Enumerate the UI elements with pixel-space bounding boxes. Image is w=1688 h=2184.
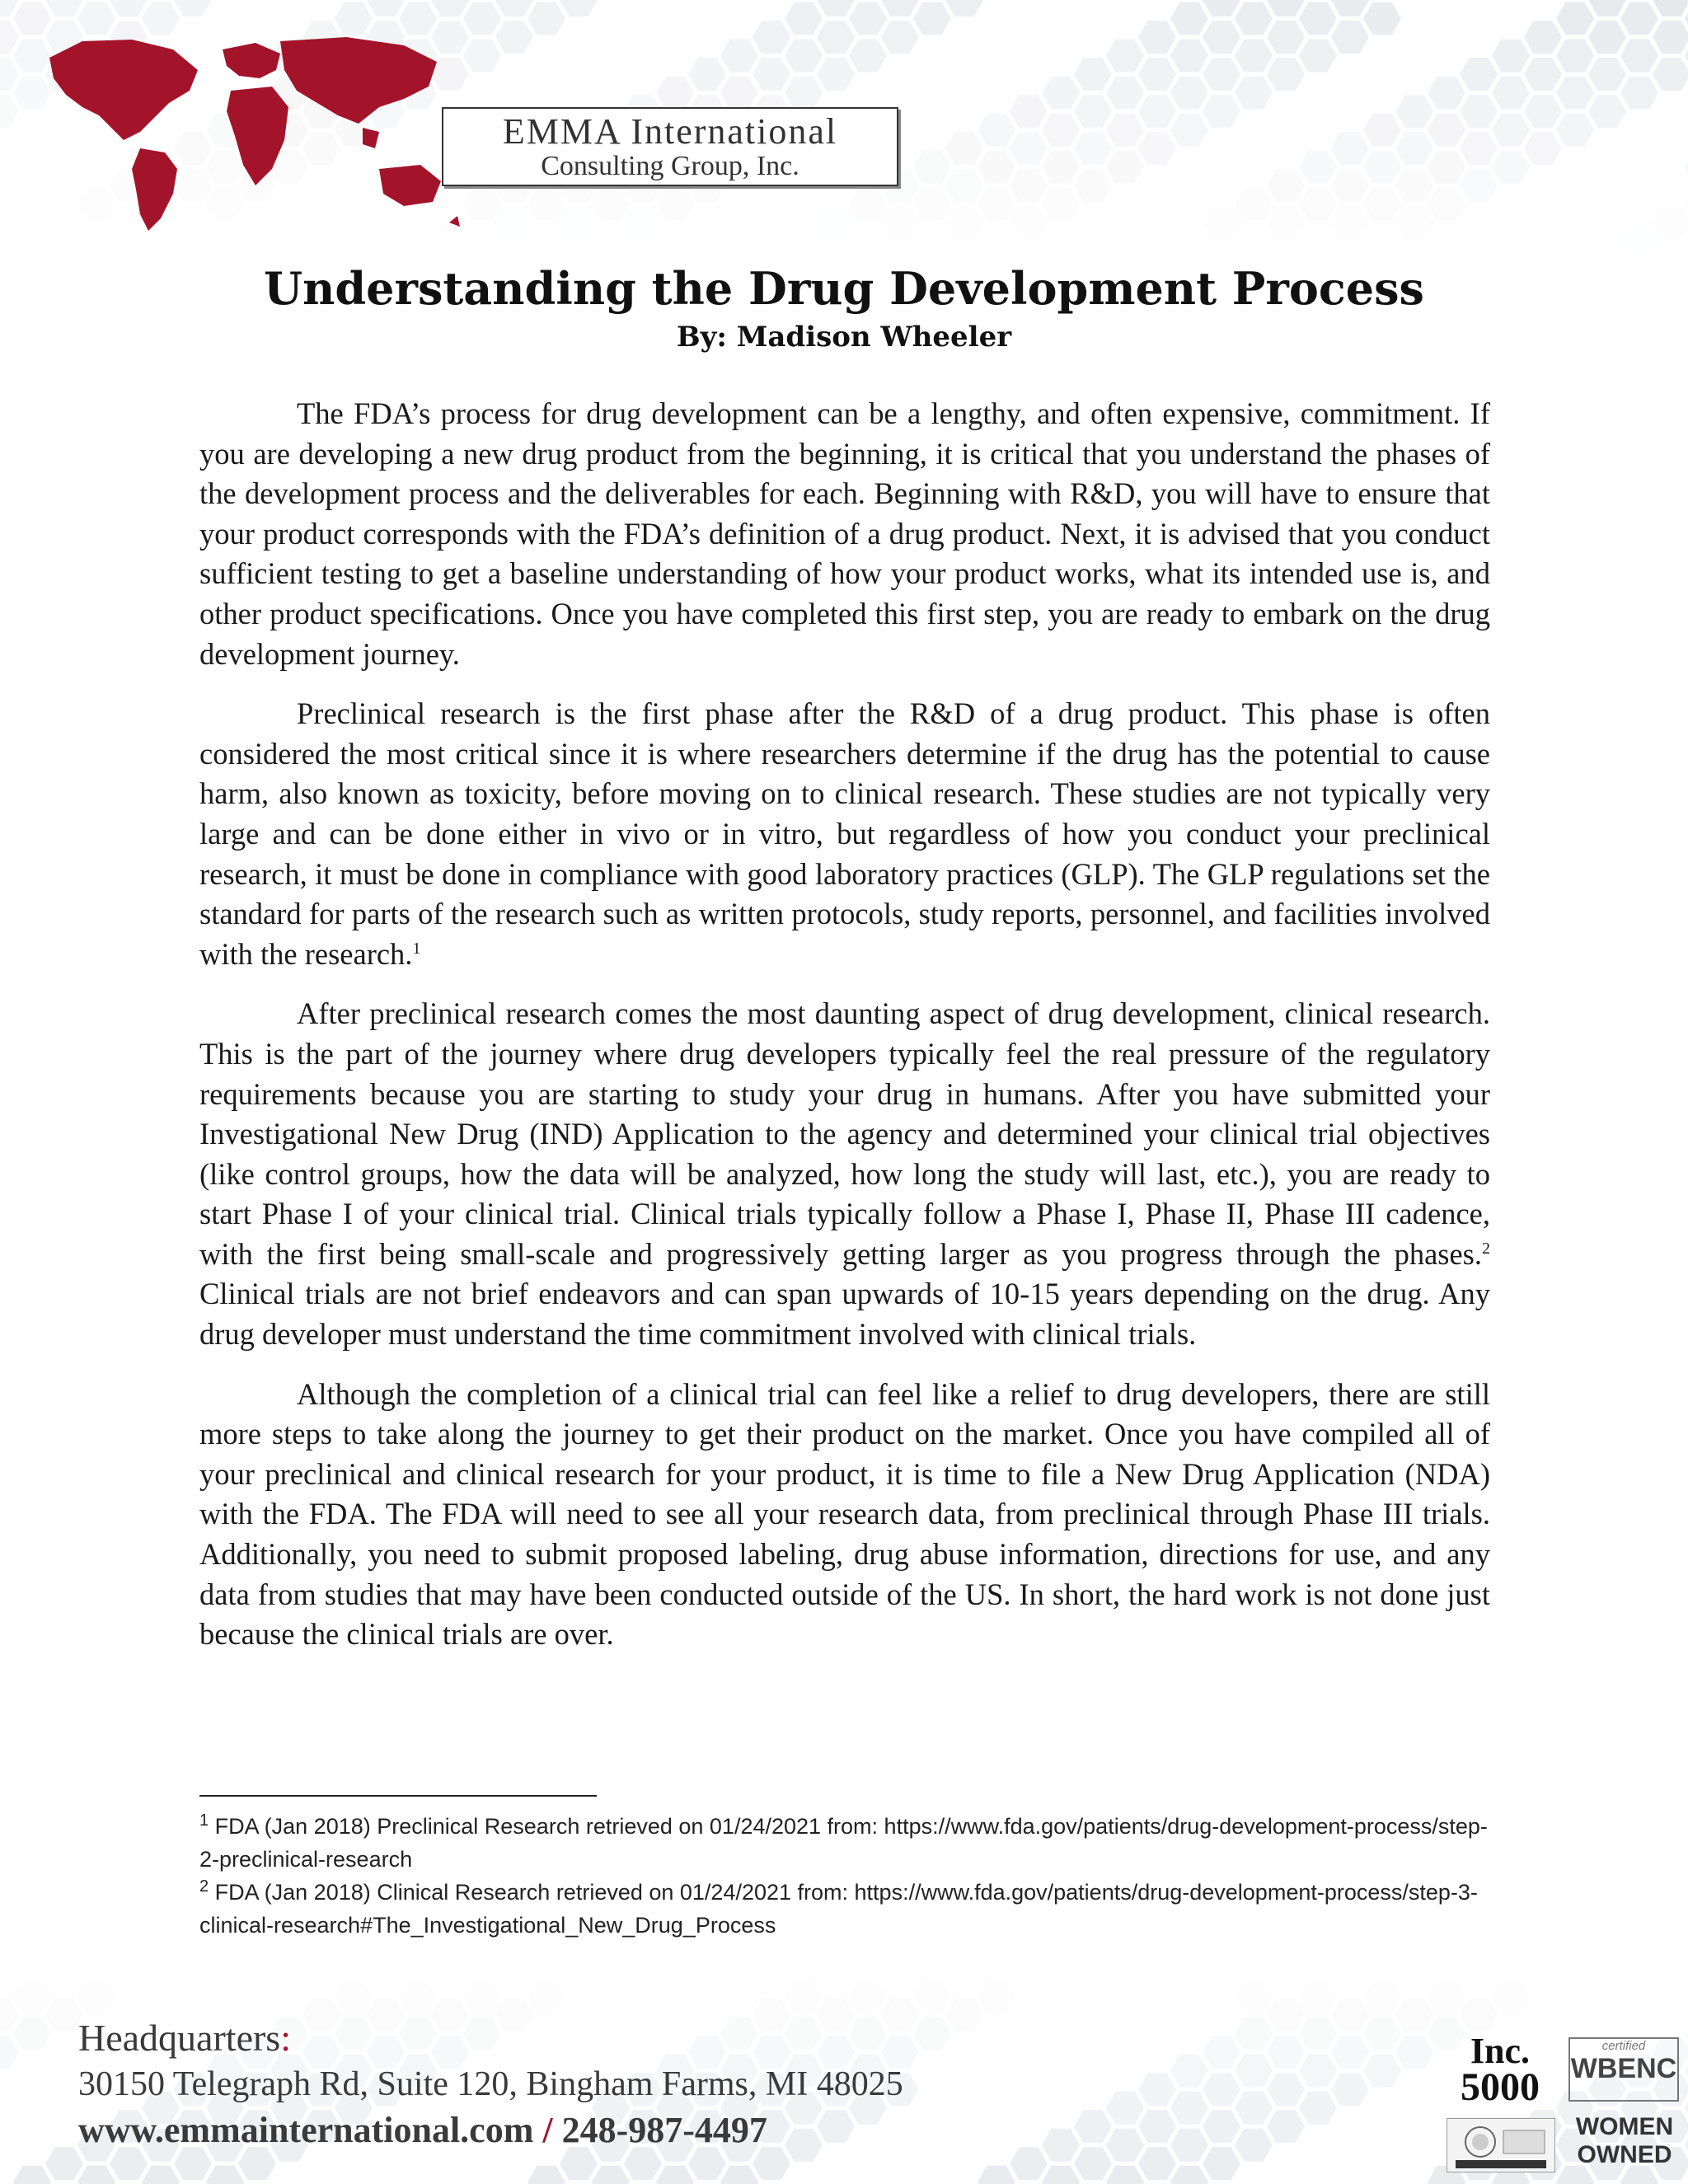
wbenc-certified: certified (1601, 2039, 1646, 2053)
hexagon-shape (1653, 206, 1688, 239)
hexagon-shape (1235, 2055, 1273, 2088)
paragraph (199, 394, 1490, 674)
hexagon-shape (528, 1980, 565, 2013)
hexagon-shape (463, 2, 501, 35)
phone-number: 248-987-4497 (561, 2110, 767, 2150)
paragraph-text: After preclinical research comes the most daunting aspect of drug development, clinical research. This is the part of the journey where drug developers typically feel the real pressure of the regulatory requirements because you are starting to study your drug in humans. After you have submitted your Investigational New Drug (IND) Application to the agency and determined your clinical trial objectives (like control groups, how the data will be analyzed, how long the study will last, etc.), you are ready to start Phase I of your clinical trial. Clinical trials typically follow a Phase I, Phase II, Phase III cadence, with the first being small-scale and progressively getting larger as you progress through the phases. (199, 996, 1490, 1271)
hexagon-shape (1556, 2, 1594, 35)
wbenc-badge (1568, 2037, 1679, 2102)
hexagon-shape (720, 2166, 758, 2184)
hexagon-shape (978, 114, 1015, 147)
hexagon-shape (881, 206, 919, 239)
paragraph (199, 994, 1490, 1354)
hexagon-shape (656, 2166, 694, 2184)
hexagon-shape (1235, 1980, 1273, 2013)
hexagon-shape (1010, 132, 1048, 165)
hexagon-shape (656, 77, 694, 110)
hexagon-shape (785, 40, 823, 73)
hexagon-shape (399, 1980, 437, 2013)
hexagon-shape (1331, 2036, 1369, 2069)
hexagon-shape (1428, 77, 1465, 110)
headquarters-text: Headquarters (78, 2017, 281, 2059)
hexagon-shape (1428, 114, 1465, 147)
hexagon-shape (592, 2166, 630, 2184)
hexagon-shape (1267, 2110, 1305, 2143)
hexagon-shape (1299, 2055, 1337, 2088)
footnote (199, 1876, 1490, 1942)
hexagon-shape (1203, 95, 1240, 128)
hexagon-shape (1010, 169, 1048, 202)
hexagon-shape (913, 151, 951, 184)
hexagon-shape (1653, 21, 1688, 54)
hexagon-shape (1267, 58, 1305, 91)
hexagon-shape (1138, 2147, 1176, 2180)
hexagon-shape (1395, 2036, 1433, 2069)
hexagon-shape (592, 188, 630, 221)
article-title: Understanding the Drug Development Process (264, 262, 1424, 315)
hexagon-shape (1395, 169, 1433, 202)
hexagon-shape (13, 1980, 51, 2013)
hexagon-shape (753, 58, 790, 91)
certification-badges (1447, 2031, 1686, 2174)
hexagon-shape (1524, 95, 1562, 128)
hexagon-shape (1138, 2110, 1176, 2143)
hexagon-shape (1331, 206, 1369, 239)
hexagon-shape (335, 1980, 373, 2013)
headquarters-colon: : (280, 2017, 291, 2059)
hexagon-shape (849, 1980, 887, 2013)
hexagon-shape (560, 0, 598, 16)
hexagon-shape (1074, 169, 1112, 202)
women-label: WOMEN (1575, 2113, 1674, 2140)
hexagon-shape (528, 2, 565, 35)
hexagon-shape (945, 132, 983, 165)
hexagon-shape (1106, 2092, 1144, 2125)
hexagon-shape (1203, 58, 1240, 91)
hexagon-shape (174, 0, 212, 16)
hexagon-shape (785, 1980, 823, 2013)
hexagon-shape (1203, 2073, 1240, 2106)
address: 30150 Telegraph Rd, Suite 120, Bingham Farms, MI 48025 (78, 2065, 903, 2103)
hexagon-shape (0, 1999, 19, 2032)
hexagon-shape (528, 2166, 565, 2184)
hexagon-shape (817, 0, 855, 16)
hexagon-shape (1106, 114, 1144, 147)
hexagon-shape (1170, 2166, 1208, 2184)
hexagon-shape (1363, 2, 1401, 35)
hexagon-shape (77, 1980, 115, 2013)
hexagon-shape (1042, 2166, 1080, 2184)
hexagon-shape (1460, 132, 1498, 165)
inc-label: Inc. (1470, 2031, 1531, 2071)
contact-line (78, 2107, 1067, 2154)
hexagon-shape (1492, 114, 1530, 147)
footnote-ref: 1 (412, 939, 421, 958)
hexagon-shape (1460, 169, 1498, 202)
hexagon-shape (1331, 21, 1369, 54)
footnote-mark: 2 (199, 1877, 209, 1896)
hexagon-shape (1620, 2, 1658, 35)
footnote-divider (199, 1795, 597, 1797)
hexagon-shape (1203, 0, 1240, 16)
hexagon-shape (1331, 132, 1369, 165)
hexagon-shape (1524, 21, 1562, 54)
hexagon-shape (881, 21, 919, 54)
hexagon-shape (1331, 0, 1369, 16)
company-subtitle: Consulting Group, Inc. (541, 151, 799, 181)
hexagon-shape (1363, 188, 1401, 221)
article-body (199, 394, 1490, 1675)
hexagon-shape (1492, 151, 1530, 184)
hexagon-shape (1331, 2073, 1369, 2106)
hexagon-shape (1395, 95, 1433, 128)
hexagon-shape (495, 0, 533, 16)
paragraph-text: Although the completion of a clinical trial can feel like a relief to drug developers, there are still more steps to take along the journey to get their product on the market. Once you have compiled all of your preclinical and clinical research for your product, it is time to file a New Drug Application (NDA) with the FDA. The FDA will need to see all your research data, from preclinical through Phase III trials. Additionally, you need to submit proposed labeling, drug abuse information, directions for use, and any data from studies that may have been conducted outside of the US. In short, the hard work is not done just because the clinical trials are over. (199, 1376, 1490, 1652)
hexagon-shape (624, 206, 662, 239)
hexagon-shape (1620, 77, 1658, 110)
footnote-text: FDA (Jan 2018) Clinical Research retrieved on 01/24/2021 from: https://www.fda.gov/patients/drug-development-process/step-3-clinical-research#The_Investigational_New_Drug_Process (199, 1880, 1478, 1938)
hexagon-shape (1428, 1980, 1465, 2013)
hexagon-shape (1203, 21, 1240, 54)
hexagon-shape (1267, 2073, 1305, 2106)
paragraph-text: Preclinical research is the first phase after the R&D of a drug product. This phase is often considered the most critical since it is where researchers determine if the drug has the potential to cause harm, also known as toxicity, before moving on to clinical research. These studies are not typically very large and can be done either in vivo or in vitro, but regardless of how you conduct your preclinical research, it must be done in compliance with good laboratory practices (GLP). The GLP regulations set the standard for parts of the research such as written protocols, study reports, personnel, and facilities involved with the research. (199, 696, 1490, 971)
footnote-text: FDA (Jan 2018) Preclinical Research retrieved on 01/24/2021 from: https://www.fda.gov/patients/drug-development-process/step-2-preclinical-research (199, 1814, 1488, 1872)
hexagon-shape (1074, 58, 1112, 91)
hexagon-shape (913, 2, 951, 35)
hexagon-shape (1203, 2036, 1240, 2069)
hexagon-shape (1428, 151, 1465, 184)
hexagon-shape (1074, 2147, 1112, 2180)
hexagon-shape (1492, 1980, 1530, 2013)
hexagon-shape (1363, 2018, 1401, 2050)
hexagon-shape (785, 2, 823, 35)
hexagon-shape (1267, 206, 1305, 239)
hexagon-shape (1010, 95, 1048, 128)
hexagon-shape (1299, 2018, 1337, 2050)
hexagon-shape (1138, 58, 1176, 91)
hexagon-shape (945, 206, 983, 239)
hexagon-shape (1170, 77, 1208, 110)
hexagon-shape (1299, 2, 1337, 35)
hexagon-shape (0, 95, 19, 128)
hexagon-shape (1170, 2092, 1208, 2125)
hexagon-shape (881, 0, 919, 16)
hexagon-shape (913, 1980, 951, 2013)
hexagon-shape (978, 151, 1015, 184)
wbenc-label: WBENC (1570, 2053, 1677, 2084)
hexagon-shape (1267, 2036, 1305, 2069)
hexagon-shape (0, 2036, 19, 2069)
hexagon-shape (1170, 2055, 1208, 2088)
hexagon-shape (1170, 40, 1208, 73)
hexagon-shape (1363, 114, 1401, 147)
hexagon-shape (1460, 95, 1498, 128)
hexagon-shape (817, 206, 855, 239)
wbenc-subline (1570, 2083, 1677, 2092)
world-map-logo (33, 25, 462, 239)
iso-certification-icon (1447, 2118, 1555, 2172)
hexagon-shape (1106, 77, 1144, 110)
hexagon-shape (1395, 206, 1433, 239)
hexagon-shape (656, 188, 694, 221)
separator: / (542, 2110, 553, 2150)
hexagon-shape (1460, 58, 1498, 91)
hexagon-shape (1685, 151, 1688, 184)
hexagon-shape (1203, 206, 1240, 239)
paragraph-text: The FDA’s process for drug development can be a lengthy, and often expensive, commitment. If you are developing a new drug product from the beginning, it is critical that you understand the phases of the development process and the deliverables for each. Beginning with R&D, you will have to ensure that your product corresponds with the FDA’s definition of a drug product. Next, it is advised that you conduct sufficient testing to get a baseline understanding of how your product works, what its intended use is, and other product specifications. Once you have completed this first step, you are ready to embark on the drug development journey. (199, 396, 1490, 671)
hexagon-shape (463, 40, 501, 73)
hexagon-shape (142, 2166, 180, 2184)
women-owned-badge (1572, 2113, 1677, 2169)
hexagon-shape (1106, 2166, 1144, 2184)
hexagon-shape (1267, 21, 1305, 54)
hexagon-shape (0, 58, 19, 91)
hexagon-shape (1138, 21, 1176, 54)
hexagon-shape (1588, 21, 1626, 54)
hexagon-shape (463, 1980, 501, 2013)
hexagon-shape (1235, 77, 1273, 110)
hexagon-shape (1524, 132, 1562, 165)
footer-contact (78, 2015, 1067, 2154)
hexagon-shape (1235, 2092, 1273, 2125)
hexagon-shape (1203, 2110, 1240, 2143)
hexagon-shape (1138, 132, 1176, 165)
company-name: EMMA International (502, 111, 838, 152)
hexagon-shape (77, 2166, 115, 2184)
paragraph-text: Clinical trials are not brief endeavors and can span upwards of 10-15 years depending on the drug. Any drug developer must understand the time commitment involved with clinical trials. (199, 1277, 1490, 1352)
hexagon-shape (1074, 132, 1112, 165)
hexagon-shape (13, 2166, 51, 2184)
article-byline: By: Madison Wheeler (676, 321, 1012, 354)
hexagon-shape (1428, 188, 1465, 221)
hexagon-shape (1299, 2092, 1337, 2125)
hexagon-shape (945, 0, 983, 16)
hexagon-shape (1299, 40, 1337, 73)
footnote-ref: 2 (1482, 1239, 1490, 1258)
hexagon-shape (1170, 114, 1208, 147)
hexagon-shape (495, 21, 533, 54)
hexagon-shape (206, 2166, 244, 2184)
website-link[interactable]: www.emmainternational.com (78, 2110, 534, 2150)
hexagon-shape (1588, 0, 1626, 16)
hexagon-shape (1395, 1999, 1433, 2032)
hexagon-shape (978, 1980, 1015, 2013)
footnote (199, 1810, 1490, 1876)
hexagon-shape (110, 0, 148, 16)
hexagon-shape (1042, 114, 1080, 147)
hexagon-shape (817, 21, 855, 54)
headquarters-label (78, 2015, 1067, 2061)
hexagon-shape (688, 58, 726, 91)
paragraph (199, 1375, 1490, 1655)
hexagon-shape (913, 188, 951, 221)
hexagon-shape (1106, 151, 1144, 184)
hexagon-shape (1042, 188, 1080, 221)
hexagon-shape (720, 40, 758, 73)
hexagon-shape (1524, 58, 1562, 91)
hexagon-shape (463, 188, 501, 221)
company-logo-box (442, 107, 898, 186)
hexagon-shape (1395, 132, 1433, 165)
hexagon-shape (1588, 95, 1626, 128)
hexagon-shape (1299, 151, 1337, 184)
hexagon-shape (1042, 151, 1080, 184)
hexagon-shape (1010, 206, 1048, 239)
hexagon-shape (1363, 2055, 1401, 2088)
hexagon-shape (1106, 2129, 1144, 2162)
footnote-mark: 1 (199, 1811, 209, 1830)
hexagon-shape (1331, 1999, 1369, 2032)
hexagon-shape (1074, 95, 1112, 128)
hexagon-shape (1299, 1980, 1337, 2013)
hexagon-shape (849, 40, 887, 73)
hexagon-shape (0, 21, 19, 54)
hexagon-shape (849, 188, 887, 221)
hexagon-shape (1170, 2, 1208, 35)
hexagon-shape (1235, 40, 1273, 73)
inc-5000-badge (1447, 2031, 1554, 2109)
hexagon-shape (1492, 77, 1530, 110)
hexagon-shape (1106, 40, 1144, 73)
hexagon-shape (1299, 188, 1337, 221)
hexagon-shape (1235, 188, 1273, 221)
hexagon-shape (13, 2018, 51, 2050)
hexagon-shape (431, 0, 469, 16)
hexagon-shape (785, 77, 823, 110)
hexagon-shape (1492, 40, 1530, 73)
hexagon-shape (1556, 114, 1594, 147)
hexagon-shape (978, 2166, 1015, 2184)
footnotes (199, 1810, 1490, 1942)
hexagon-shape (1203, 2147, 1240, 2180)
inc-number: 5000 (1461, 2065, 1540, 2109)
hexagon-shape (45, 0, 83, 16)
hexagon-shape (367, 0, 405, 16)
paragraph (199, 694, 1490, 974)
hexagon-shape (849, 2, 887, 35)
hexagon-shape (1235, 2, 1273, 35)
hexagon-shape (1588, 58, 1626, 91)
hexagon-shape (1074, 2110, 1112, 2143)
hexagon-shape (495, 206, 533, 239)
hexagon-shape (1042, 77, 1080, 110)
hexagon-shape (1267, 0, 1305, 16)
hexagon-shape (1267, 169, 1305, 202)
hexagon-shape (1235, 2129, 1273, 2162)
hexagon-shape (1620, 40, 1658, 73)
hexagon-shape (1138, 95, 1176, 128)
hexagon-shape (1363, 151, 1401, 184)
hexagon-shape (1170, 2129, 1208, 2162)
hexagon-shape (1138, 2073, 1176, 2106)
hexagon-shape (1235, 2018, 1273, 2050)
hexagon-shape (978, 188, 1015, 221)
hexagon-shape (1653, 58, 1688, 91)
owned-label: OWNED (1577, 2141, 1672, 2168)
hexagon-shape (1331, 169, 1369, 202)
hexagon-shape (1556, 40, 1594, 73)
hexagon-shape (1653, 0, 1688, 16)
hexagon-shape (720, 77, 758, 110)
hexagon-shape (1620, 225, 1658, 258)
hexagon-shape (817, 58, 855, 91)
hexagon-shape (1267, 1999, 1305, 2032)
hexagon-shape (1363, 1980, 1401, 2013)
hexagon-shape (753, 21, 790, 54)
hexagon-shape (528, 188, 565, 221)
hexagon-shape (1556, 77, 1594, 110)
hexagon-shape (945, 169, 983, 202)
hexagon-shape (560, 206, 598, 239)
hexagon-shape (1460, 1999, 1498, 2032)
